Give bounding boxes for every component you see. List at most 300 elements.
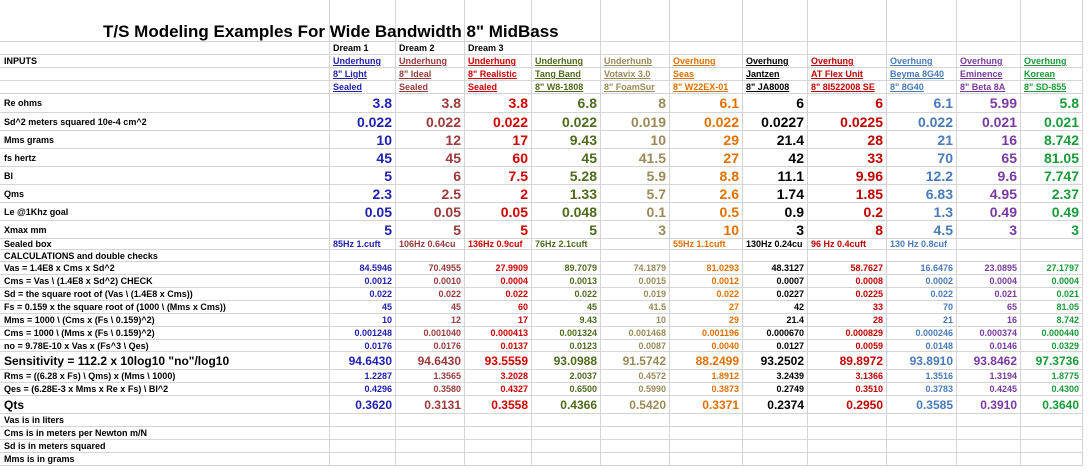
driver-brand[interactable]: Beyma 8G40 [887,68,957,81]
input-value[interactable]: 41.5 [601,149,670,167]
grid-cell[interactable] [396,453,465,466]
calc-value[interactable]: 0.001468 [601,327,670,340]
calc-value[interactable]: 94.6430 [330,352,396,370]
calc-value[interactable]: 9.43 [532,314,601,327]
input-label[interactable]: Mms grams [0,131,330,149]
calc-value[interactable]: 0.019 [601,288,670,301]
calc-value[interactable]: 0.0008 [808,275,887,288]
calc-label-row[interactable]: Sensitivity = 112.2 x 10log10 "no"/log10 [0,352,330,370]
input-value[interactable]: 6 [396,167,465,185]
grid-cell[interactable] [670,250,743,262]
input-value[interactable]: 2.37 [1021,185,1083,203]
grid-cell[interactable] [808,414,887,427]
grid-cell[interactable] [743,427,808,440]
input-value[interactable]: 45 [532,149,601,167]
calc-value[interactable]: 94.6430 [396,352,465,370]
driver-model[interactable]: Sealed [465,81,532,94]
calc-value[interactable]: 0.0012 [670,275,743,288]
grid-cell[interactable] [743,0,808,42]
grid-cell[interactable] [330,414,396,427]
driver-brand[interactable]: Eminence [957,68,1021,81]
input-label[interactable]: Xmax mm [0,221,330,239]
input-value[interactable]: 2 [465,185,532,203]
calc-value[interactable]: 42 [743,301,808,314]
input-value[interactable]: 7.5 [465,167,532,185]
calc-value[interactable]: 45 [330,301,396,314]
calc-value[interactable]: 0.000413 [465,327,532,340]
input-value[interactable]: 5.8 [1021,94,1083,113]
calc-value[interactable]: 21.4 [743,314,808,327]
driver-brand[interactable]: 8" Ideal [396,68,465,81]
calc-value[interactable]: 84.5946 [330,262,396,275]
grid-cell[interactable] [957,250,1021,262]
grid-cell[interactable] [808,453,887,466]
input-value[interactable]: 6.83 [887,185,957,203]
calc-value[interactable]: 0.022 [465,288,532,301]
calc-value[interactable]: 0.001040 [396,327,465,340]
driver-name[interactable]: Dream 3 [465,42,532,55]
calc-value[interactable]: 70 [887,301,957,314]
calc-label-row[interactable]: Sd = the square root of (Vas \ (1.4E8 x Cms)) [0,288,330,301]
input-value[interactable]: 6 [743,94,808,113]
input-value[interactable]: 0.022 [532,113,601,131]
calc-value[interactable]: 89.8972 [808,352,887,370]
calc-value[interactable]: 93.5559 [465,352,532,370]
input-value[interactable]: 7.747 [1021,167,1083,185]
sealed-box-value[interactable] [1021,239,1083,250]
grid-cell[interactable] [808,427,887,440]
calc-value[interactable]: 0.4327 [465,383,532,396]
grid-cell[interactable] [465,440,532,453]
grid-cell[interactable] [532,414,601,427]
calc-value[interactable]: 0.0176 [330,340,396,352]
calc-value[interactable]: 88.2499 [670,352,743,370]
calc-value[interactable]: 10 [601,314,670,327]
calc-value[interactable]: 0.3585 [887,396,957,414]
input-value[interactable]: 0.022 [396,113,465,131]
input-value[interactable]: 0.05 [396,203,465,221]
input-value[interactable]: 0.49 [1021,203,1083,221]
calc-value[interactable]: 58.7627 [808,262,887,275]
calc-value[interactable]: 0.3640 [1021,396,1083,414]
input-value[interactable]: 5 [330,221,396,239]
calc-value[interactable]: 33 [808,301,887,314]
calc-value[interactable]: 0.0015 [601,275,670,288]
calc-value[interactable]: 0.0176 [396,340,465,352]
calc-value[interactable]: 23.0895 [957,262,1021,275]
input-value[interactable]: 6.8 [532,94,601,113]
input-value[interactable]: 16 [957,131,1021,149]
calc-value[interactable]: 70.4955 [396,262,465,275]
input-value[interactable]: 0.0227 [743,113,808,131]
grid-cell[interactable] [743,250,808,262]
calc-value[interactable]: 91.5742 [601,352,670,370]
calc-value[interactable]: 41.5 [601,301,670,314]
calc-value[interactable]: 0.2950 [808,396,887,414]
sealed-box-value[interactable]: 76Hz 2.1cuft [532,239,601,250]
grid-cell[interactable] [396,414,465,427]
grid-cell[interactable] [396,440,465,453]
calc-value[interactable]: 0.022 [887,288,957,301]
grid-cell[interactable] [601,0,670,42]
calc-value[interactable]: 0.0087 [601,340,670,352]
calc-label-row[interactable]: Qes = (6.28E-3 x Mms x Re x Fs) \ Bl^2 [0,383,330,396]
driver-model[interactable]: 8" 8G40 [887,81,957,94]
sealed-box-value[interactable]: 136Hz 0.9cuf [465,239,532,250]
input-value[interactable]: 33 [808,149,887,167]
calc-value[interactable]: 0.022 [532,288,601,301]
driver-name[interactable] [887,42,957,55]
driver-model[interactable]: 8" W22EX-01 [670,81,743,94]
calc-value[interactable]: 0.0004 [957,275,1021,288]
input-value[interactable]: 45 [330,149,396,167]
driver-brand[interactable]: Jantzen [743,68,808,81]
driver-type[interactable]: Overhung [670,55,743,68]
driver-brand[interactable]: Korean [1021,68,1083,81]
input-value[interactable]: 9.96 [808,167,887,185]
input-value[interactable]: 42 [743,149,808,167]
grid-cell[interactable] [887,453,957,466]
driver-type[interactable]: Underhung [396,55,465,68]
grid-cell[interactable] [957,414,1021,427]
calc-value[interactable]: 0.6500 [532,383,601,396]
input-value[interactable]: 5.28 [532,167,601,185]
calc-label-row[interactable]: Rms = ((6.28 x Fs) \ Qms) x (Mms \ 1000) [0,370,330,383]
driver-brand[interactable]: 8" Realistic [465,68,532,81]
input-value[interactable]: 21.4 [743,131,808,149]
calc-value[interactable]: 81.05 [1021,301,1083,314]
input-value[interactable]: 81.05 [1021,149,1083,167]
calc-value[interactable]: 17 [465,314,532,327]
input-label[interactable]: Bl [0,167,330,185]
driver-name[interactable]: Dream 2 [396,42,465,55]
driver-name[interactable] [1021,42,1083,55]
calc-value[interactable]: 0.021 [957,288,1021,301]
calc-value[interactable]: 97.3736 [1021,352,1083,370]
driver-model[interactable]: 8" SD-855 [1021,81,1083,94]
calc-value[interactable]: 12 [396,314,465,327]
calc-value[interactable]: 1.3516 [887,370,957,383]
calc-value[interactable]: 27 [670,301,743,314]
grid-cell[interactable] [957,440,1021,453]
driver-brand[interactable]: Tang Band [532,68,601,81]
grid-cell[interactable] [1021,250,1083,262]
input-value[interactable]: 27 [670,149,743,167]
calc-value[interactable]: 0.3783 [887,383,957,396]
grid-cell[interactable] [887,0,957,42]
note-text[interactable]: Sd is in meters squared [0,440,330,453]
calc-value[interactable]: 93.2502 [743,352,808,370]
calc-value[interactable]: 0.2749 [743,383,808,396]
calc-label-row[interactable]: Qts [0,396,330,414]
calc-value[interactable]: 0.000670 [743,327,808,340]
input-value[interactable]: 0.9 [743,203,808,221]
calc-value[interactable]: 0.0010 [396,275,465,288]
calc-value[interactable]: 0.3910 [957,396,1021,414]
input-value[interactable]: 8.8 [670,167,743,185]
input-value[interactable]: 6 [808,94,887,113]
calc-value[interactable]: 0.3558 [465,396,532,414]
grid-cell[interactable] [808,250,887,262]
input-value[interactable]: 5 [330,167,396,185]
calc-value[interactable]: 1.3194 [957,370,1021,383]
driver-model[interactable]: Sealed [396,81,465,94]
calc-value[interactable]: 0.022 [330,288,396,301]
driver-model[interactable]: 8" JA8008 [743,81,808,94]
grid-cell[interactable] [808,440,887,453]
grid-cell[interactable] [887,427,957,440]
input-value[interactable]: 6.1 [887,94,957,113]
calc-value[interactable]: 0.3873 [670,383,743,396]
input-value[interactable]: 0.048 [532,203,601,221]
grid-cell[interactable] [670,453,743,466]
input-value[interactable]: 1.33 [532,185,601,203]
grid-cell[interactable] [0,81,330,94]
input-value[interactable]: 12.2 [887,167,957,185]
calc-value[interactable]: 0.0146 [957,340,1021,352]
input-value[interactable]: 0.022 [887,113,957,131]
input-value[interactable]: 3 [957,221,1021,239]
input-value[interactable]: 2.5 [396,185,465,203]
input-value[interactable]: 2.3 [330,185,396,203]
calc-label-row[interactable]: Fs = 0.159 x the square root of (1000 \ (Mms x Cms)) [0,301,330,314]
calc-value[interactable]: 93.8462 [957,352,1021,370]
calc-label[interactable]: CALCULATIONS and double checks [0,250,330,262]
calc-value[interactable]: 0.3580 [396,383,465,396]
grid-cell[interactable] [532,250,601,262]
grid-cell[interactable] [601,427,670,440]
input-value[interactable]: 28 [808,131,887,149]
grid-cell[interactable] [1021,0,1083,42]
grid-cell[interactable] [465,453,532,466]
driver-name[interactable] [743,42,808,55]
calc-value[interactable]: 0.0012 [330,275,396,288]
input-value[interactable]: 45 [396,149,465,167]
calc-value[interactable]: 1.3565 [396,370,465,383]
input-value[interactable]: 1.74 [743,185,808,203]
calc-value[interactable]: 3.1366 [808,370,887,383]
input-value[interactable]: 0.021 [957,113,1021,131]
calc-value[interactable]: 10 [330,314,396,327]
grid-cell[interactable] [330,250,396,262]
calc-value[interactable]: 0.000440 [1021,327,1083,340]
calc-value[interactable]: 0.4245 [957,383,1021,396]
sealed-box-value[interactable] [957,239,1021,250]
calc-label-row[interactable]: no = 9.78E-10 x Vas x (Fs^3 \ Qes) [0,340,330,352]
calc-value[interactable]: 0.4300 [1021,383,1083,396]
calc-value[interactable]: 0.4296 [330,383,396,396]
calc-value[interactable]: 0.0123 [532,340,601,352]
inputs-label[interactable]: INPUTS [0,55,330,68]
driver-name[interactable] [808,42,887,55]
calc-value[interactable]: 0.0148 [887,340,957,352]
input-label[interactable]: Re ohms [0,94,330,113]
input-label[interactable]: Qms [0,185,330,203]
calc-value[interactable]: 0.022 [670,288,743,301]
note-text[interactable]: Mms is in grams [0,453,330,466]
calc-value[interactable]: 29 [670,314,743,327]
sealed-box-value[interactable]: 130Hz 0.24cu [743,239,808,250]
input-value[interactable]: 0.022 [465,113,532,131]
calc-value[interactable]: 48.3127 [743,262,808,275]
calc-value[interactable]: 27.9909 [465,262,532,275]
calc-value[interactable]: 65 [957,301,1021,314]
driver-name[interactable] [670,42,743,55]
sealed-box-value[interactable]: 85Hz 1.cuft [330,239,396,250]
grid-cell[interactable] [743,440,808,453]
input-value[interactable]: 4.95 [957,185,1021,203]
input-value[interactable]: 0.2 [808,203,887,221]
input-label[interactable]: Le @1Khz goal [0,203,330,221]
sealed-box-value[interactable]: 130 Hz 0.8cuf [887,239,957,250]
input-label[interactable]: fs hertz [0,149,330,167]
input-value[interactable]: 10 [601,131,670,149]
calc-label-row[interactable]: Cms = Vas \ (1.4E8 x Sd^2) CHECK [0,275,330,288]
input-value[interactable]: 0.05 [330,203,396,221]
calc-label-row[interactable]: Mms = 1000 \ (Cms x (Fs \ 0.159)^2) [0,314,330,327]
input-value[interactable]: 1.85 [808,185,887,203]
input-value[interactable]: 3 [601,221,670,239]
calc-value[interactable]: 93.8910 [887,352,957,370]
calc-value[interactable]: 81.0293 [670,262,743,275]
grid-cell[interactable] [887,250,957,262]
calc-value[interactable]: 0.022 [396,288,465,301]
input-value[interactable]: 70 [887,149,957,167]
calc-value[interactable]: 1.8775 [1021,370,1083,383]
input-value[interactable]: 0.1 [601,203,670,221]
grid-cell[interactable] [0,68,330,81]
grid-cell[interactable] [887,440,957,453]
driver-type[interactable]: Overhung [808,55,887,68]
grid-cell[interactable] [957,0,1021,42]
grid-cell[interactable] [396,427,465,440]
input-value[interactable]: 3.8 [396,94,465,113]
calc-value[interactable]: 0.021 [1021,288,1083,301]
calc-value[interactable]: 89.7079 [532,262,601,275]
driver-type[interactable]: Underhunb [601,55,670,68]
calc-value[interactable]: 45 [532,301,601,314]
grid-cell[interactable] [601,440,670,453]
calc-value[interactable]: 0.000829 [808,327,887,340]
calc-value[interactable]: 0.5420 [601,396,670,414]
calc-value[interactable]: 2.0037 [532,370,601,383]
input-value[interactable]: 5 [532,221,601,239]
input-value[interactable]: 5 [396,221,465,239]
sealed-box-value[interactable]: 106Hz 0.64cu [396,239,465,250]
calc-value[interactable]: 28 [808,314,887,327]
calc-value[interactable]: 93.0988 [532,352,601,370]
input-value[interactable]: 10 [670,221,743,239]
grid-cell[interactable] [1021,453,1083,466]
driver-brand[interactable]: 8" Light [330,68,396,81]
calc-value[interactable]: 0.2374 [743,396,808,414]
grid-cell[interactable] [465,250,532,262]
input-value[interactable]: 65 [957,149,1021,167]
calc-value[interactable]: 8.742 [1021,314,1083,327]
grid-cell[interactable] [601,250,670,262]
driver-name[interactable] [532,42,601,55]
grid-cell[interactable] [465,427,532,440]
calc-value[interactable]: 27.1797 [1021,262,1083,275]
input-value[interactable]: 0.0225 [808,113,887,131]
grid-cell[interactable] [957,427,1021,440]
driver-type[interactable]: Underhung [465,55,532,68]
grid-cell[interactable] [670,440,743,453]
calc-value[interactable]: 60 [465,301,532,314]
driver-type[interactable]: Overhung [743,55,808,68]
calc-value[interactable]: 3.2028 [465,370,532,383]
calc-value[interactable]: 0.0004 [465,275,532,288]
input-value[interactable]: 0.5 [670,203,743,221]
calc-value[interactable]: 16 [957,314,1021,327]
grid-cell[interactable] [1021,440,1083,453]
calc-value[interactable]: 16.6476 [887,262,957,275]
input-value[interactable]: 9.43 [532,131,601,149]
grid-cell[interactable] [670,427,743,440]
grid-cell[interactable] [601,453,670,466]
input-value[interactable]: 5.9 [601,167,670,185]
driver-type[interactable]: Overhung [957,55,1021,68]
driver-type[interactable]: Overhung [1021,55,1083,68]
note-text[interactable]: Cms is in meters per Newton m/N [0,427,330,440]
input-value[interactable]: 8 [808,221,887,239]
calc-value[interactable]: 1.2287 [330,370,396,383]
calc-value[interactable]: 0.3371 [670,396,743,414]
sealed-box-value[interactable] [601,239,670,250]
grid-cell[interactable] [887,414,957,427]
calc-label-row[interactable]: Vas = 1.4E8 x Cms x Sd^2 [0,262,330,275]
calc-value[interactable]: 0.000246 [887,327,957,340]
calc-value[interactable]: 3.2439 [743,370,808,383]
calc-value[interactable]: 0.5990 [601,383,670,396]
input-value[interactable]: 3 [1021,221,1083,239]
calc-value[interactable]: 0.3510 [808,383,887,396]
driver-model[interactable]: 8" W8-1808 [532,81,601,94]
input-value[interactable]: 8 [601,94,670,113]
calc-value[interactable]: 1.8912 [670,370,743,383]
calc-value[interactable]: 0.000374 [957,327,1021,340]
input-value[interactable]: 17 [465,131,532,149]
input-value[interactable]: 29 [670,131,743,149]
input-value[interactable]: 5.7 [601,185,670,203]
input-value[interactable]: 3.8 [465,94,532,113]
input-value[interactable]: 0.022 [330,113,396,131]
calc-value[interactable]: 0.0013 [532,275,601,288]
grid-cell[interactable] [330,440,396,453]
driver-type[interactable]: Underhung [532,55,601,68]
driver-type[interactable]: Underhung [330,55,396,68]
grid-cell[interactable] [808,0,887,42]
input-value[interactable]: 60 [465,149,532,167]
input-label[interactable]: Sd^2 meters squared 10e-4 cm^2 [0,113,330,131]
calc-value[interactable]: 0.0227 [743,288,808,301]
note-text[interactable]: Vas is in liters [0,414,330,427]
input-value[interactable]: 3 [743,221,808,239]
input-value[interactable]: 4.5 [887,221,957,239]
sealed-box-value[interactable]: 96 Hz 0.4cuft [808,239,887,250]
input-value[interactable]: 3.8 [330,94,396,113]
grid-cell[interactable] [532,440,601,453]
calc-value[interactable]: 0.001324 [532,327,601,340]
driver-type[interactable]: Overhung [887,55,957,68]
input-value[interactable]: 0.022 [670,113,743,131]
calc-value[interactable]: 0.0127 [743,340,808,352]
input-value[interactable]: 6.1 [670,94,743,113]
calc-value[interactable]: 0.0040 [670,340,743,352]
driver-name[interactable] [957,42,1021,55]
calc-value[interactable]: 0.001196 [670,327,743,340]
grid-cell[interactable] [1021,414,1083,427]
